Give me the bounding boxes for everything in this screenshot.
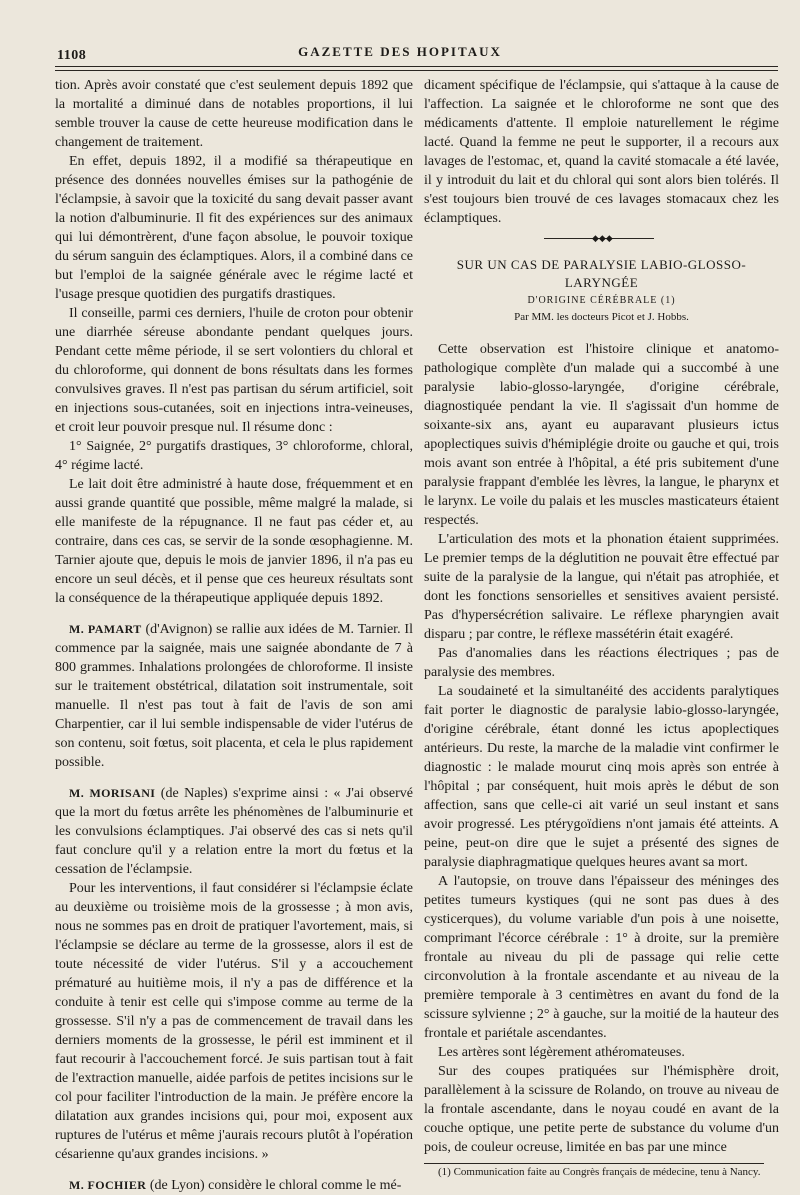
speaker-name: M. FOCHIER — [69, 1178, 147, 1192]
speaker-text: (de Naples) s'exprime ainsi : « J'ai observé que la mort du fœtus arrête les phénomènes de l'albuminurie et les convulsions éclamptiques. J'ai observé des cas si nets qu'il faut conclure qu'il y a relation entre la mort du fœtus et la cessation de l'éclampsie. — [55, 786, 413, 877]
header-rule-thin — [55, 70, 778, 71]
separator-ornament-icon: ◆◆◆ — [592, 233, 613, 243]
speaker-paragraph — [55, 620, 413, 772]
speaker-name: M. MORISANI — [69, 786, 156, 800]
paragraph: dicament spécifique de l'éclampsie, qui s'attaque à la cause de l'affection. La saignée et le chloroforme ne sont que des médicaments d'attente. Il emploie naturellement le régime lacté. Quand la femme ne peut le supporter, il a recours aux lavages de l'estomac, et, quand la cavité stomacale a été lavée, il y introduit du lait et du chloral qui sont alors bien tolérés. Il s'est toujours bien trouvé de ces lavages stomacaux chez les éclamptiques. — [424, 78, 779, 226]
paragraph: L'articulation des mots et la phonation étaient supprimées. Le premier temps de la déglutition ne pouvait être effectué par suite de la paralysie de la langue, qui n'était pas atrophiée, et dont les fonctions sensorielles et sensitives avaient persisté. Pas d'hypersécrétion salivaire. Le réflexe pharyngien avait disparu ; par contre, le réflexe massétérin était exagéré. — [424, 532, 779, 642]
page-number: 1108 — [57, 48, 87, 63]
paragraph: En effet, depuis 1892, il a modifié sa thérapeutique en présence des données nouvelles émises sur la pathogénie de l'éclampsie, à savoir que la toxicité du sang devait passer avant la notion d'albuminurie. Il fit des expériences sur des animaux qui lui démontrèrent, d'une façon absolue, le pouvoir toxique du sérum sanguin des éclamptiques. Alors, il a combiné dans ce but l'emploi de la saignée générale avec le régime lacté et l'usage presque quotidien des purgatifs drastiques. — [55, 154, 413, 302]
paragraph: 1° Saignée, 2° purgatifs drastiques, 3° chloroforme, chloral, 4° régime lacté. — [55, 439, 413, 473]
speaker-text: (d'Avignon) se rallie aux idées de M. Tarnier. Il commence par la saignée, mais une saignée abondante de 7 à 800 grammes. Inhalations prolongées de chloroforme. Il insiste sur le traitement obstétrical, dilatation soit instrumentale, soit manuelle. Il n'est pas tout à fait de l'avis de son ami Charpentier, car il lui semble indispensable de vider l'utérus de son contenu, soit fœtus, soit placenta, et cela le plus rapidement possible. — [55, 622, 413, 770]
paragraph: Cette observation est l'histoire clinique et anatomo-pathologique complète d'un malade qui a succombé à une paralysie labio-glosso-laryngée, d'origine cérébrale, diagnostiquée pendant la vie. Il s'agissait d'un homme de soixante-six ans, ayant eu auparavant plusieurs ictus apoplectiques suivis d'hémiplégie droite ou gauche et qui, trois mois avant son entrée à l'hôpital, a été pris subitement d'une paralysie frappant d'emblée les lèvres, la langue, le pharynx et le larynx. Le voile du palais et les muscles masticateurs étaient respectés. — [424, 342, 779, 528]
paragraph: La soudaineté et la simultanéité des accidents paralytiques fait porter le diagnostic de paralysie labio-glosso-laryngée, d'origine cérébrale, étant donné les ictus apoplectiques antérieurs. Du reste, la marche de la maladie vint confirmer le diagnostic : le malade mourut cinq mois après son entrée à l'hôpital ; par conséquent, huit mois après le début de son affection, sans que celle-ci ait varié un seul instant et sans avoir progressé. Les ptérygoïdiens n'ont jamais été atteints. A peine, peut-on dire que le sujet a présenté des signes de paralysie diaphragmatique quelques heures avant sa mort. — [424, 684, 779, 870]
footnote: (1) Communication faite au Congrès français de médecine, tenu à Nancy. — [438, 1166, 761, 1178]
article-title: SUR UN CAS DE PARALYSIE LABIO-GLOSSO-LARYNGÉE — [456, 257, 747, 290]
paragraph: Il conseille, parmi ces derniers, l'huile de croton pour obtenir une diarrhée séreuse abondante pendant quelques jours. Pendant cette même période, il se sert volontiers du chloral et du chloroforme, qui donnent de bons résultats dans les formes convulsives graves. Il n'est pas partisan du sérum artificiel, soit en injections sous-cutanées, soit en injections intra-veineuses, et croit leur pouvoir presque nul. Il résume donc : — [55, 306, 413, 435]
paragraph: Pas d'anomalies dans les réactions électriques ; pas de paralysie des membres. — [424, 646, 779, 680]
article-authors: Par MM. les docteurs Picot et J. Hobbs. — [514, 311, 689, 323]
paragraph: Pour les interventions, il faut considérer si l'éclampsie éclate au deuxième ou troisième mois de la grossesse ; à mon avis, nous ne sommes pas en droit de pratiquer l'avortement, mais, si l'éclampsie se déclare au terme de la grossesse, alors il est de toute nécessité de vider l'utérus. S'il y a accouchement prématuré au huitième mois, il n'y a pas de différence et la conduite à tenir est celle qui s'impose comme au terme de la grossesse. S'il n'y a pas de commencement de travail dans les derniers moments de la grossesse, le péril est imminent et il faut recourir à l'accouchement forcé. Je suis partisan tout à fait de l'extraction manuelle, aidée parfois de petites incisions sur le col pour faciliter l'introduction de la main. Je préfère encore la dilatation aux grandes incisions qui, pour moi, exposent aux ruptures de l'utérus et même j'aurais recours plutôt à l'opération césarienne qu'aux grandes incisions. » — [55, 881, 413, 1162]
speaker-text: (de Lyon) considère le chloral comme le mé- — [146, 1178, 402, 1193]
paragraph: Le lait doit être administré à haute dose, fréquemment et en aussi grande quantité que possible, même malgré la malade, si elle manifeste de la répugnance. Il ne faut pas céder et, au contraire, dans ces cas, se servir de la sonde œsophagienne. M. Tarnier ajoute que, depuis le mois de janvier 1896, il n'a pas eu encore un seul décès, et il pense que ces heureux résultats sont la conséquence de la thérapeutique appliquée depuis 1892. — [55, 477, 413, 606]
page-header — [0, 44, 800, 68]
paragraph: Les artères sont légèrement athéromateuses. — [438, 1045, 685, 1060]
left-column — [55, 76, 413, 1195]
journal-title: GAZETTE DES HOPITAUX — [298, 44, 502, 59]
right-column — [424, 76, 779, 1180]
paragraph: A l'autopsie, on trouve dans l'épaisseur des méninges des petites tumeurs kystiques (qui ne sont pas dues à des cysticerques), du volume variable d'un pois à une noisette, comprimant l'écorce cérébrale : 1° à droite, sur la première frontale au niveau du pli de passage qui relie cette circonvolution à la frontale ascendante et au niveau de la première temporale à 3 centimètres en avant du fond de la scissure sylvienne ; 2° à gauche, sur la moitié de la hauteur des frontale et pariétale ascendantes. — [424, 874, 779, 1041]
paragraph: Sur des coupes pratiquées sur l'hémisphère droit, parallèlement à la scissure de Rolando, on trouve au niveau de la frontale ascendante, dans le noyau coudé en avant de la couche optique, une petite perte de substance du volume d'un pois, de couleur ocreuse, limitée en bas par une mince — [424, 1064, 779, 1155]
section-separator — [424, 228, 779, 250]
speaker-name: M. PAMART — [69, 622, 142, 636]
speaker-paragraph — [55, 784, 413, 879]
speaker-paragraph — [55, 1176, 413, 1195]
paragraph: tion. Après avoir constaté que c'est seulement depuis 1892 que la mortalité a diminué dans de notables proportions, il lui semble trouver la cause de cette heureuse modification dans le changement de traitement. — [55, 78, 413, 150]
header-rule-thick — [55, 66, 778, 67]
article-subtitle: D'ORIGINE CÉRÉBRALE (1) — [527, 295, 676, 306]
